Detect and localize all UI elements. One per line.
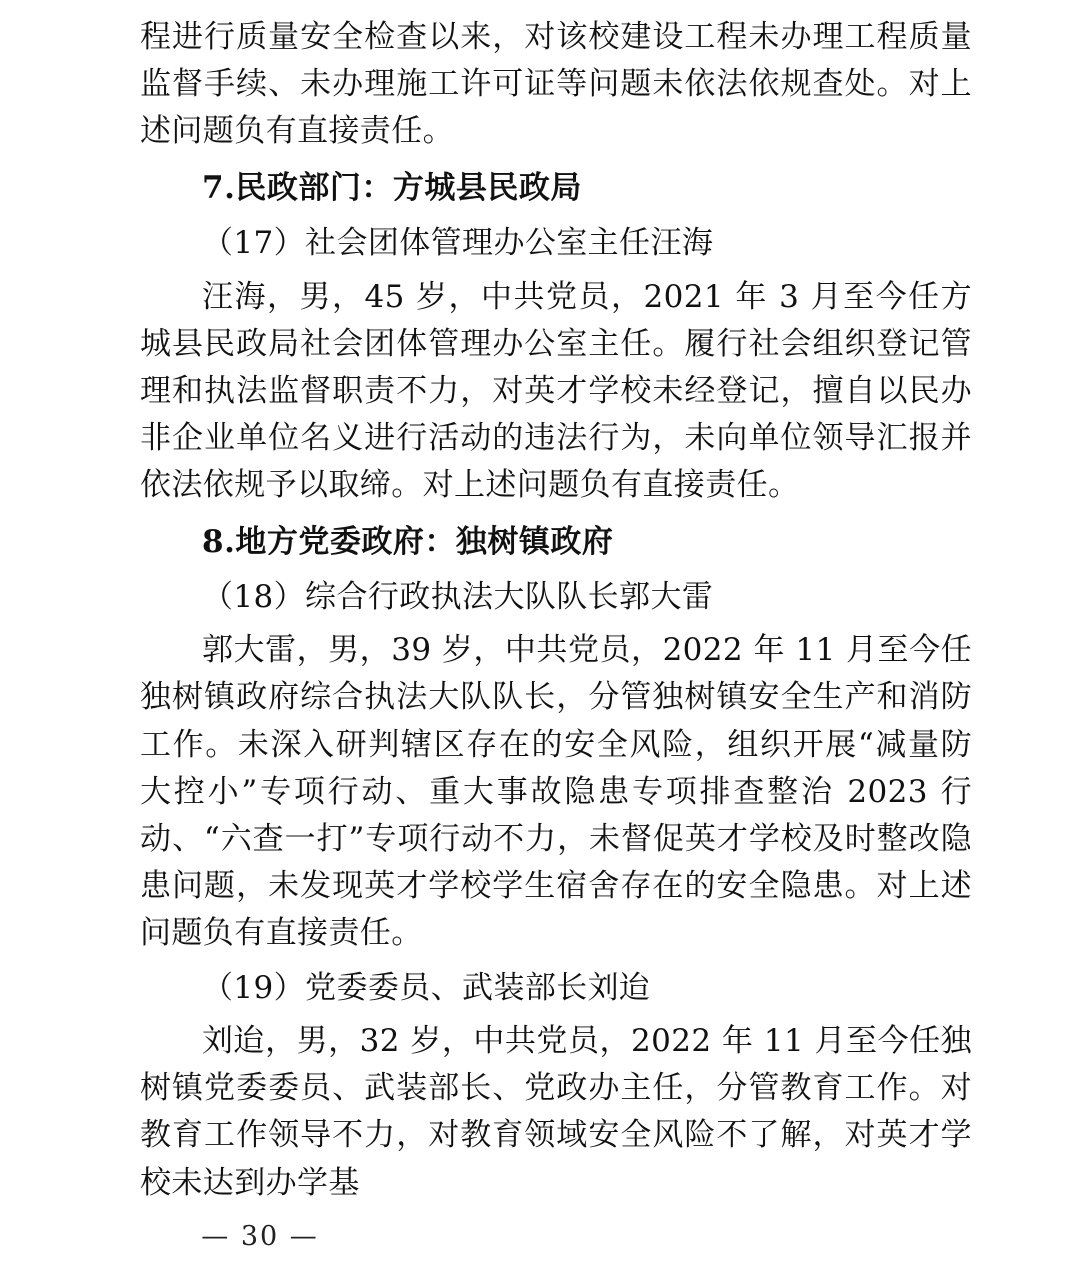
- section-heading-local-government: 8.地方党委政府：独树镇政府: [202, 524, 614, 561]
- paragraph-continued: 程进行质量安全检查以来，对该校建设工程未办理工程质量监督手续、未办理施工许可证等问题未依法依规查处。对上述问题负有直接责任。: [140, 19, 972, 150]
- section-heading-civil-affairs: 7.民政部门：方城县民政局: [202, 170, 582, 207]
- paragraph-item-17: 汪海，男，45 岁，中共党员，2021 年 3 月至今任方城县民政局社会团体管理办公室主任。履行社会组织登记管理和执法监督职责不力，对英才学校未经登记，擅自以民办非企业单位名义进行活动的违法行为，未向单位领导汇报并依法依规予以取缔。对上述问题负有直接责任。: [140, 278, 972, 503]
- page-number: — 30 —: [201, 1221, 319, 1252]
- paragraph-item-18: 郭大雷，男，39 岁，中共党员，2022 年 11 月至今任独树镇政府综合执法大队队长，分管独树镇安全生产和消防工作。未深入研判辖区存在的安全风险，组织开展“减量防大控小”专项行动、重大事故隐患专项排查整治 2023 行动、“六查一打”专项行动不力，未督促英才学校及时整改隐患问题，未发现英才学校学生宿舍存在的安全隐患。对上述问题负有直接责任。: [140, 632, 972, 951]
- page-footer: [0, 1221, 1080, 1252]
- item-heading-18: （18）综合行政执法大队队长郭大雷: [202, 579, 714, 616]
- item-heading-19: （19）党委委员、武装部长刘迨: [202, 970, 651, 1007]
- document-body: [140, 14, 972, 1207]
- paragraph-item-19: 刘迨，男，32 岁，中共党员，2022 年 11 月至今任独树镇党委委员、武装部长、党政办主任，分管教育工作。对教育工作领导不力，对教育领域安全风险不了解，对英才学校未达到办学基: [140, 1023, 972, 1201]
- item-heading-17: （17）社会团体管理办公室主任汪海: [202, 225, 714, 262]
